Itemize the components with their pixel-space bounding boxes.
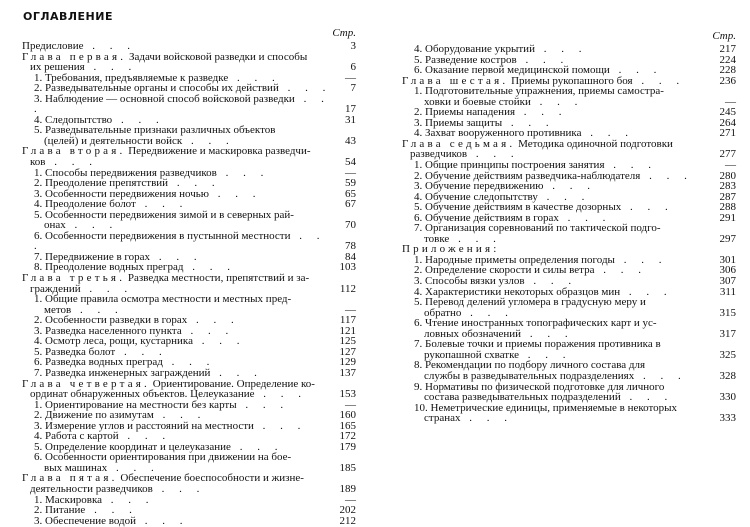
entry-title: 1. Маскировка (34, 493, 103, 506)
entry-title: Задачи войсковой разведки и способы (128, 50, 308, 63)
entry-title: 8. Рекомендации по подбору личного состава для (414, 359, 646, 372)
page-number: 153 (339, 388, 356, 401)
page-column-label: Стр. (712, 30, 736, 42)
chapter-label: Глава четвертая. (22, 377, 151, 390)
leader-dots: . . . (210, 366, 263, 379)
page-number: 212 (339, 514, 356, 527)
page-number: 283 (719, 180, 736, 193)
toc-section-entry (22, 452, 358, 473)
page-number: 301 (719, 253, 736, 266)
toc-section-entry (402, 339, 738, 360)
entry-title: ховки и боевые стойки (424, 95, 531, 108)
entry-title: службы в разведывательных подразделениях (424, 369, 635, 382)
page-number: 43 (345, 134, 356, 147)
entry-title: Приемы рукопашного боя (511, 74, 633, 87)
entry-title: Ориентирование. Определение ко- (152, 377, 315, 390)
page-number: — (725, 159, 736, 172)
page-number: 264 (719, 116, 736, 129)
entry-title: 7. Организация соревнований по тактической подго- (414, 222, 661, 235)
leader-dots: . . . (80, 282, 134, 295)
entry-title: 4. Захват вооруженного противника (414, 127, 582, 140)
page-number: 7 (350, 82, 356, 95)
page-number: 189 (339, 482, 356, 495)
leader-dots: . . . (34, 92, 330, 116)
entry-title: 5. Разведение костров (414, 53, 517, 66)
page-number: 78 (345, 240, 356, 253)
entry-title: 10. Неметрические единицы, применяемые в некоторых (414, 401, 678, 414)
page-number: 127 (339, 345, 356, 358)
page-number: 103 (339, 261, 356, 274)
entry-title: 4. Обучение следопытству (414, 190, 538, 203)
entry-title: 7. Болевые точки и приемы поражения противника в (414, 338, 661, 351)
leader-dots: . . . (537, 190, 591, 203)
page-number: 306 (719, 264, 736, 277)
entry-title: 4. Характеристики некоторых образцов мин (414, 285, 621, 298)
leader-dots: . . . (581, 127, 634, 140)
entry-title: онах (44, 219, 66, 232)
entry-title: 5. Особенности передвижения зимой и в северных рай- (34, 208, 294, 221)
entry-title: 7. Разведка инженерных заграждений (34, 366, 211, 379)
page-number: 217 (719, 43, 736, 55)
entry-title: 1. Требования, предъявляемые к разведке (34, 71, 229, 84)
entry-title: Методика одиночной подготовки (518, 137, 673, 150)
toc-section-entry (402, 86, 738, 107)
leader-dots: . . . (461, 306, 514, 319)
entry-title: 6. Разведка водных преград (34, 356, 163, 369)
page-number: 179 (339, 440, 356, 453)
leader-dots: . . . (516, 53, 570, 66)
page-number: 277 (719, 148, 736, 161)
page-number: 6 (350, 61, 356, 74)
page-number: 228 (719, 64, 736, 77)
leader-dots: . . . (524, 275, 578, 288)
entry-title: 1. Подготовительные упражнения, приемы самостра- (414, 85, 664, 98)
entry-title: 6. Обучение действиям в горах (414, 211, 559, 224)
page-number: 291 (719, 211, 736, 224)
entry-title: 2. Определение скорости и силы ветра (414, 264, 595, 277)
toc-section-entry (402, 403, 738, 424)
chapter-label: Приложения: (402, 243, 500, 256)
entry-title: 1. Общие принципы построения занятия (414, 159, 605, 172)
entry-title: 2. Питание (34, 504, 86, 517)
toc-chapter-entry (22, 473, 358, 494)
toc-left-column (22, 26, 358, 526)
page-number: — (725, 95, 736, 108)
leader-dots: . . . (115, 345, 168, 358)
toc-section-entry (22, 125, 358, 146)
entry-title: 2. Преодоление препятствий (34, 177, 169, 190)
page-number: 287 (719, 190, 736, 203)
toc-chapter-entry (22, 146, 358, 167)
page-number: 3 (350, 40, 356, 52)
entry-title: рукопашной схватке (424, 348, 520, 361)
chapter-label: Глава вторая. (22, 145, 126, 158)
entry-title: 3. Особенности передвижения ночью (34, 187, 210, 200)
page-number: 297 (719, 232, 736, 245)
leader-dots: . . . (614, 253, 668, 266)
leader-dots: . . . (609, 64, 663, 77)
leader-dots: . . . (136, 514, 189, 527)
page-number: 112 (339, 282, 356, 295)
leader-dots: . . . (594, 264, 647, 277)
page-number: — (345, 493, 356, 506)
page-number: 17 (345, 103, 356, 116)
entry-title: 3. Обучение передвижению (414, 180, 544, 193)
leader-dots: . . . (460, 412, 513, 425)
page-number: 280 (719, 169, 736, 182)
entry-title: 5. Перевод делений угломера в градусную меру и (414, 296, 646, 309)
leader-dots: . . . (112, 113, 165, 126)
entry-title: вых машинах (44, 461, 108, 474)
entry-title: странах (424, 412, 461, 425)
chapter-label: Глава шестая. (402, 74, 509, 87)
leader-dots: . . . (519, 348, 572, 361)
entry-title: 7. Передвижение в горах (34, 250, 151, 263)
leader-dots: . . . (502, 116, 555, 129)
leader-dots: . . . (168, 177, 221, 190)
leader-dots: . . . (228, 71, 281, 84)
entry-title: 1. Ориентирование на местности без карты (34, 398, 237, 411)
entry-title: Передвижение и маскировка разведчи- (128, 145, 311, 158)
page-number: — (345, 398, 356, 411)
entry-title: 3. Наблюдение — основной способ войсковой разведки (34, 92, 295, 105)
entry-title: Предисловие (22, 40, 84, 52)
page-number: — (345, 303, 356, 316)
page-number: 59 (345, 177, 356, 190)
leader-dots: . . . (253, 419, 307, 432)
page-number: 288 (719, 201, 736, 214)
entry-title: 1. Способы передвижения разведчиков (34, 166, 217, 179)
page-number: 160 (339, 409, 356, 422)
entry-title: граждений (30, 282, 81, 295)
toc-section-entry (402, 318, 738, 339)
page-title: ОГЛАВЛЕНИЕ (23, 10, 113, 23)
toc-entries (22, 41, 358, 526)
page-number: 315 (719, 306, 736, 319)
page-number: 54 (345, 156, 356, 169)
page-number: 137 (339, 366, 356, 379)
entry-title: Разведка местности, препятствий и за- (127, 272, 310, 285)
page-number: 236 (719, 74, 736, 87)
leader-dots: . . . (71, 303, 124, 316)
page-number: 333 (719, 412, 736, 425)
page-number: 328 (719, 369, 736, 382)
leader-dots: . . . (604, 159, 658, 172)
page-number: 224 (719, 53, 736, 66)
entry-title: обратно (424, 306, 462, 319)
page-number: 172 (339, 430, 356, 443)
toc-section-entry (22, 210, 358, 231)
leader-dots: . . . (65, 219, 119, 232)
entry-title: 2. Особенности разведки в горах (34, 314, 188, 327)
leader-dots: . . . (181, 324, 235, 337)
entry-title: деятельности разведчиков (30, 482, 153, 495)
entry-title: 4. Работа с картой (34, 430, 119, 443)
leader-dots: . . . (640, 169, 693, 182)
entry-title: 9. Нормативы по физической подготовке для личного (414, 380, 665, 393)
leader-dots: . . . (135, 198, 189, 211)
page-number: 65 (345, 187, 356, 200)
entry-title: ловных обозначений (424, 327, 522, 340)
entry-title: (целей) и деятельности войск (44, 134, 183, 147)
leader-dots: . . . (534, 43, 588, 55)
leader-dots: . . . (150, 250, 203, 263)
entry-title: 2. Движение по азимутам (34, 409, 154, 422)
leader-dots: . . . (107, 461, 160, 474)
page-column-label: Стр. (332, 27, 356, 39)
toc-section-entry (22, 94, 358, 115)
leader-dots: . . . (153, 409, 207, 422)
toc-chapter-entry (22, 379, 358, 400)
toc-chapter-entry (22, 273, 358, 294)
leader-dots: . . . (558, 211, 612, 224)
toc-entries (402, 44, 738, 424)
entry-title: 4. Следопытство (34, 113, 113, 126)
leader-dots: . . . (236, 398, 290, 411)
entry-title: 5. Разведка болот (34, 345, 116, 358)
entry-title: 6. Чтение иностранных топографических карт и ус- (414, 317, 657, 330)
entry-title: разведчиков (410, 148, 468, 161)
entry-title: 6. Особенности передвижения в пустынной местности (34, 229, 291, 242)
entry-title: состава разведывательных подразделений (424, 391, 621, 404)
toc-chapter-entry (402, 139, 738, 160)
leader-dots: . . . (183, 261, 236, 274)
leader-dots: . . . (182, 134, 235, 147)
entry-title: 3. Измерение углов и расстояний на местности (34, 419, 254, 432)
leader-dots: . . . (634, 369, 687, 382)
entry-title: 6. Оказание первой медицинской помощи (414, 64, 610, 77)
entry-title: 1. Народные приметы определения погоды (414, 253, 615, 266)
page-number: 67 (345, 198, 356, 211)
entry-title: 3. Способы вязки узлов (414, 275, 525, 288)
leader-dots: . . . (620, 285, 673, 298)
toc-right-column (402, 29, 738, 424)
toc-section-entry (402, 382, 738, 403)
leader-dots: . . . (620, 391, 674, 404)
leader-dots: . . . (543, 180, 596, 193)
page-number: — (345, 71, 356, 84)
leader-dots: . . . (34, 229, 326, 253)
leader-dots: . . . (530, 95, 584, 108)
page-number: 245 (719, 106, 736, 119)
page-number: 185 (339, 461, 356, 474)
page-number: 125 (339, 335, 356, 348)
leader-dots: . . . (254, 388, 308, 401)
page-number: 70 (345, 219, 356, 232)
entry-title: 4. Осмотр леса, рощи, кустарника (34, 335, 193, 348)
entry-title: 3. Разведка населенного пункта (34, 324, 182, 337)
leader-dots: . . . (152, 482, 206, 495)
entry-title: 3. Обеспечение водой (34, 514, 137, 527)
toc-section-entry (402, 297, 738, 318)
page-number: 330 (719, 391, 736, 404)
page-number: 31 (345, 113, 356, 126)
page-number: 271 (719, 127, 736, 140)
page-number: 84 (345, 250, 356, 263)
entry-title: 2. Приемы нападения (414, 106, 516, 119)
toc-section-entry (22, 516, 358, 527)
page-number: 129 (339, 356, 356, 369)
leader-dots: . . . (83, 40, 136, 52)
toc-section-entry (402, 360, 738, 381)
page-number: 325 (719, 348, 736, 361)
entry-title: 6. Особенности ориентирования при движении на бое- (34, 451, 292, 464)
page-number: — (345, 166, 356, 179)
toc-chapter-entry (22, 52, 358, 73)
leader-dots: . . . (515, 106, 568, 119)
entry-title: товке (424, 232, 450, 245)
page-number: 317 (719, 327, 736, 340)
page-number: 121 (339, 324, 356, 337)
entry-title: 8. Преодоление водных преград (34, 261, 184, 274)
page-number: 165 (339, 419, 356, 432)
entry-title: ков (30, 156, 46, 169)
page-number: 307 (719, 275, 736, 288)
toc-section-entry (22, 231, 358, 252)
leader-dots: . . . (192, 335, 246, 348)
chapter-label: Глава третья. (22, 272, 126, 285)
entry-title: метов (44, 303, 72, 316)
chapter-label: Глава седьмая. (402, 137, 516, 150)
entry-title: 5. Обучение действиям в качестве дозорных (414, 201, 622, 214)
chapter-label: Глава пятая. (22, 472, 118, 485)
leader-dots: . . . (85, 504, 138, 517)
leader-dots: . . . (632, 74, 686, 87)
entry-title: ординат обнаруженных объектов. Целеуказание (30, 388, 255, 401)
leader-dots: . . . (449, 232, 502, 245)
page-number: 202 (339, 504, 356, 517)
entry-title: 5. Определение координат и целеуказание (34, 440, 231, 453)
leader-dots: . . . (84, 61, 138, 74)
leader-dots: . . . (467, 148, 520, 161)
entry-title: 1. Общие правила осмотра местности и местных пред- (34, 293, 292, 306)
entry-title: 4. Оборудование укрытий (414, 43, 535, 55)
leader-dots: . . . (45, 156, 98, 169)
leader-dots: . . . (216, 166, 270, 179)
entry-title: 5. Разведывательные признаки различных объектов (34, 124, 276, 137)
leader-dots: . . . (209, 187, 262, 200)
chapter-label: Глава первая. (22, 50, 127, 63)
leader-dots: . . . (230, 440, 284, 453)
entry-title: 2. Обучение действиям разведчика-наблюдателя (414, 169, 641, 182)
entry-title: 4. Преодоление болот (34, 198, 136, 211)
entry-title: 3. Приемы защиты (414, 116, 503, 129)
page-number: 117 (339, 314, 356, 327)
leader-dots: . . . (521, 327, 574, 340)
toc-section-entry (402, 223, 738, 244)
entry-title: их решения (30, 61, 85, 74)
page-number: 311 (719, 285, 736, 298)
leader-dots: . . . (621, 201, 674, 214)
entry-title: Обеспечение боеспособности и жизне- (120, 472, 304, 485)
leader-dots: . . . (118, 430, 172, 443)
leader-dots: . . . (162, 356, 216, 369)
leader-dots: . . . (102, 493, 155, 506)
leader-dots: . . . (278, 82, 332, 95)
leader-dots: . . . (187, 314, 240, 327)
entry-title: 2. Разведывательные органы и способы их действий (34, 82, 279, 95)
toc-section-entry (22, 294, 358, 315)
